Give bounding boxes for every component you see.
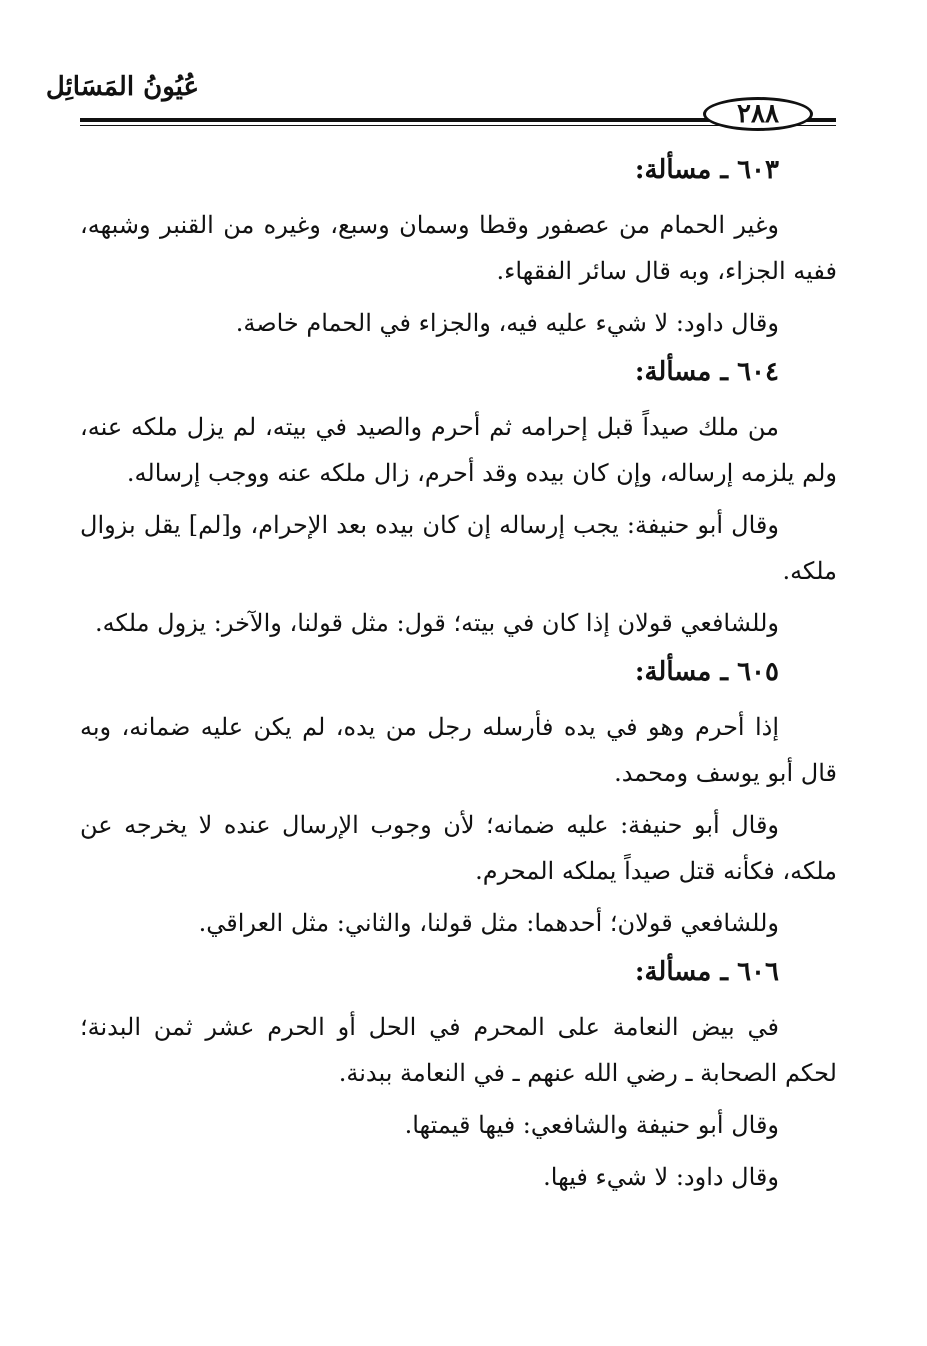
section-604 <box>80 352 837 646</box>
paragraph: وغير الحمام من عصفور وقطا وسمان وسبع، وغيره من القنبر وشبهه، ففيه الجزاء، وبه قال سائر الفقهاء. <box>80 211 837 285</box>
masala-heading: ٦٠٦ ـ مسألة: <box>634 957 779 987</box>
paragraph: وقال أبو حنيفة: يجب إرساله إن كان بيده بعد الإحرام، و[لم] يقل بزوال ملكه. <box>80 511 837 585</box>
section-603 <box>80 150 837 346</box>
paragraph: وقال داود: لا شيء عليه فيه، والجزاء في الحمام خاصة. <box>235 309 779 337</box>
paragraph: من ملك صيداً قبل إحرامه ثم أحرم والصيد في بيته، لم يزل ملكه عنه، ولم يلزمه إرساله، وإن كان بيده وقد أحرم، زال ملكه عنه ووجب إرساله. <box>80 413 837 487</box>
masala-heading: ٦٠٣ ـ مسألة: <box>634 155 779 185</box>
masala-heading: ٦٠٤ ـ مسألة: <box>634 357 779 387</box>
page-body <box>80 150 837 1200</box>
paragraph: في بيض النعامة على المحرم في الحل أو الحرم عشر ثمن البدنة؛ لحكم الصحابة ـ رضي الله عنهم ـ في النعامة ببدنة. <box>80 1013 837 1087</box>
paragraph: وقال داود: لا شيء فيها. <box>543 1163 779 1191</box>
masala-heading: ٦٠٥ ـ مسألة: <box>634 657 779 687</box>
paragraph: وقال أبو حنيفة والشافعي: فيها قيمتها. <box>404 1111 779 1139</box>
page-number: ٢٨٨ <box>703 97 813 131</box>
section-606 <box>80 952 837 1200</box>
paragraph: وللشافعي قولان إذا كان في بيته؛ قول: مثل قولنا، والآخر: يزول ملكه. <box>94 609 779 637</box>
section-605 <box>80 652 837 946</box>
paragraph: وللشافعي قولان؛ أحدهما: مثل قولنا، والثاني: مثل العراقي. <box>198 909 779 937</box>
paragraph: إذا أحرم وهو في يده فأرسله رجل من يده، لم يكن عليه ضمانه، وبه قال أبو يوسف ومحمد. <box>80 713 837 787</box>
paragraph: وقال أبو حنيفة: عليه ضمانه؛ لأن وجوب الإرسال عنده لا يخرجه عن ملكه، فكأنه قتل صيداً يملكه المحرم. <box>80 811 837 885</box>
running-header-title: عُيُونُ المَسَائِل <box>45 72 199 102</box>
